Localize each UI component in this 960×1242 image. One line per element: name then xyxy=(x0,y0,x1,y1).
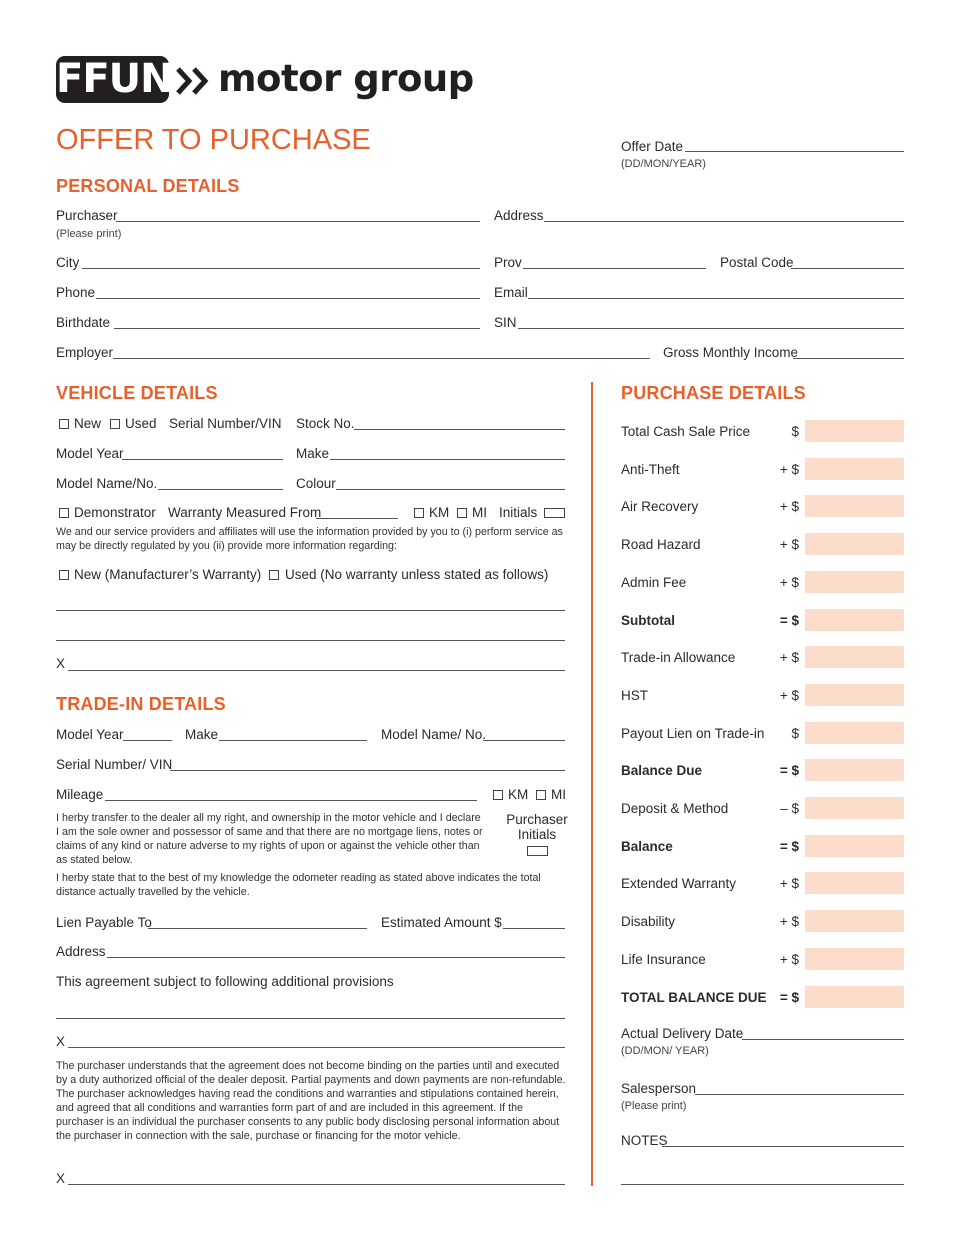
purchase-row-operator: + $ xyxy=(779,575,799,590)
final-signature-x: X xyxy=(56,1171,66,1186)
purchase-row-operator: $ xyxy=(791,424,799,439)
new-label: New xyxy=(74,416,102,431)
purchase-row-operator: $ xyxy=(791,726,799,741)
purchase-row-operator: + $ xyxy=(779,688,799,703)
trade-model-year-field[interactable] xyxy=(123,740,172,741)
final-signature-line[interactable] xyxy=(68,1184,565,1185)
vehicle-signature-x: X xyxy=(56,656,66,671)
warranty-notes-line-2[interactable] xyxy=(56,640,565,641)
purchase-row-operator: + $ xyxy=(779,499,799,514)
purchase-row-amount-field[interactable] xyxy=(805,835,904,857)
trade-km-label: KM xyxy=(508,787,529,802)
purchase-row-amount-field[interactable] xyxy=(805,986,904,1008)
initials-box[interactable] xyxy=(544,508,565,518)
double-chevron-icon xyxy=(176,66,216,96)
city-field[interactable] xyxy=(82,268,480,269)
purchase-row-amount-field[interactable] xyxy=(805,684,904,706)
trade-make-label: Make xyxy=(185,727,219,742)
purchase-row-operator: = $ xyxy=(779,763,799,778)
purchase-row-amount-field[interactable] xyxy=(805,533,904,555)
trade-serial-field[interactable] xyxy=(170,770,565,771)
purchase-row-label: Balance Due xyxy=(621,763,703,778)
purchase-row-operator: + $ xyxy=(779,914,799,929)
mileage-label: Mileage xyxy=(56,787,104,802)
personal-details-heading: PERSONAL DETAILS xyxy=(56,176,240,196)
purchase-row-label: Payout Lien on Trade-in xyxy=(621,726,765,741)
trade-model-name-label: Model Name/ No. xyxy=(381,727,487,742)
purchase-row-operator: + $ xyxy=(779,952,799,967)
purchase-row-amount-field[interactable] xyxy=(805,759,904,781)
delivery-date-hint: (DD/MON/ YEAR) xyxy=(621,1045,709,1057)
purchase-row-label: Total Cash Sale Price xyxy=(621,424,751,439)
sin-field[interactable] xyxy=(518,328,904,329)
birthdate-field[interactable] xyxy=(114,328,480,329)
purchase-row-label: Subtotal xyxy=(621,613,675,628)
additional-provisions-label: This agreement subject to following additional provisions xyxy=(56,974,394,989)
mileage-field[interactable] xyxy=(105,800,477,801)
purchase-row-label: Anti-Theft xyxy=(621,462,680,477)
warranty-from-field[interactable] xyxy=(316,518,398,519)
trade-address-label: Address xyxy=(56,944,106,959)
odometer-statement-text: I herby state that to the best of my knowledge the odometer reading as stated above indicates the total distance actually travelled by the vehicle. xyxy=(56,872,541,898)
vehicle-details-heading: VEHICLE DETAILS xyxy=(56,383,218,403)
used-warranty-checkbox[interactable] xyxy=(269,570,279,580)
logo-text: motor group xyxy=(218,57,474,100)
model-year-label: Model Year xyxy=(56,446,124,461)
mi-checkbox[interactable] xyxy=(457,508,467,518)
provisions-signature-line[interactable] xyxy=(68,1047,565,1048)
purchaser-initials-label: Purchaser Initials xyxy=(506,812,568,842)
purchase-row-label: Trade-in Allowance xyxy=(621,650,736,665)
model-year-field[interactable] xyxy=(122,459,283,460)
purchaser-hint: (Please print) xyxy=(56,228,122,240)
purchase-row-label: Life Insurance xyxy=(621,952,706,967)
used-label: Used xyxy=(125,416,157,431)
trade-km-checkbox[interactable] xyxy=(493,790,503,800)
vehicle-signature-line[interactable] xyxy=(68,670,565,671)
purchase-row-operator: + $ xyxy=(779,876,799,891)
offer-date-label: Offer Date xyxy=(621,139,684,154)
agreement-legal-text: The purchaser understands that the agreement does not become binding on the parties until and executed by a duty authorized official of the dealer deposit. Partial payments and down payments are non-refundable. The purchaser acknowledges having read the conditions and warranties and stipulations contained herein, and agreed that all conditions and warranties form part of and are included in this agreement. If the purchaser is an individual the purchaser consents to any public body disclosing personal information about the purchaser in connection with the sale, purchase or financing for the motor vehicle. xyxy=(56,1060,566,1142)
purchase-row-amount-field[interactable] xyxy=(805,646,904,668)
column-divider xyxy=(591,382,593,1186)
purchase-row-amount-field[interactable] xyxy=(805,722,904,744)
postal-code-label: Postal Code xyxy=(720,255,794,270)
colour-label: Colour xyxy=(296,476,336,491)
purchase-row-amount-field[interactable] xyxy=(805,420,904,442)
purchaser-field[interactable] xyxy=(116,221,480,222)
purchase-row-operator: – $ xyxy=(780,801,799,816)
prov-field[interactable] xyxy=(523,268,706,269)
trade-address-field[interactable] xyxy=(107,957,565,958)
phone-label: Phone xyxy=(56,285,96,300)
purchase-row-operator: + $ xyxy=(779,650,799,665)
make-label: Make xyxy=(296,446,330,461)
demonstrator-checkbox[interactable] xyxy=(59,508,69,518)
purchase-row-label: Admin Fee xyxy=(621,575,687,590)
used-warranty-label: Used (No warranty unless stated as follows) xyxy=(285,567,549,582)
demonstrator-label: Demonstrator xyxy=(74,505,156,520)
purchase-row-label: HST xyxy=(621,688,648,703)
postal-code-field[interactable] xyxy=(791,268,904,269)
purchase-row-amount-field[interactable] xyxy=(805,797,904,819)
used-checkbox[interactable] xyxy=(110,419,120,429)
stock-no-label: Stock No. xyxy=(296,416,355,431)
purchase-row-amount-field[interactable] xyxy=(805,458,904,480)
initials-label: Initials xyxy=(499,505,538,520)
service-notice-text: We and our service providers and affiliates will use the information provided by you to (i) perform service as may be directly regulated by you (ii) provide more information regarding: xyxy=(56,526,563,552)
purchase-row-label: Disability xyxy=(621,914,676,929)
warranty-notes-line-1[interactable] xyxy=(56,610,565,611)
serial-vin-label: Serial Number/VIN xyxy=(169,416,282,431)
notes-label: NOTES xyxy=(621,1133,668,1148)
make-field[interactable] xyxy=(330,459,565,460)
model-name-field[interactable] xyxy=(158,489,283,490)
sin-label: SIN xyxy=(494,315,517,330)
colour-field[interactable] xyxy=(336,489,565,490)
warranty-from-label: Warranty Measured From xyxy=(168,505,322,520)
purchase-row-label: Deposit & Method xyxy=(621,801,729,816)
notes-field-line-1[interactable] xyxy=(662,1146,904,1147)
delivery-date-field[interactable] xyxy=(742,1039,904,1040)
purchase-row-amount-field[interactable] xyxy=(805,495,904,517)
gross-income-label: Gross Monthly Income xyxy=(663,345,799,360)
purchase-row-amount-field[interactable] xyxy=(805,910,904,932)
offer-date-hint: (DD/MON/YEAR) xyxy=(621,158,706,170)
city-label: City xyxy=(56,255,80,270)
purchase-row-amount-field[interactable] xyxy=(805,872,904,894)
page-title: OFFER TO PURCHASE xyxy=(56,124,371,156)
salesperson-field[interactable] xyxy=(695,1094,904,1095)
trade-serial-label: Serial Number/ VIN xyxy=(56,757,173,772)
purchase-row-label: Balance xyxy=(621,839,673,854)
offer-date-field[interactable] xyxy=(685,151,904,152)
prov-label: Prov xyxy=(494,255,522,270)
phone-field[interactable] xyxy=(96,298,480,299)
mi-label: MI xyxy=(472,505,487,520)
km-checkbox[interactable] xyxy=(414,508,424,518)
ownership-transfer-text: I herby transfer to the dealer all my right, and ownership in the motor vehicle and I declare I am the sole owner and possessor of same and that there are no mortgage liens, notes or claims of any kind or nature adverse to my rights of upon or against the vehicle other than as stated below. xyxy=(56,812,483,866)
purchase-row-label: Road Hazard xyxy=(621,537,701,552)
new-checkbox[interactable] xyxy=(59,419,69,429)
address-field[interactable] xyxy=(544,221,904,222)
email-label: Email xyxy=(494,285,528,300)
provisions-signature-x: X xyxy=(56,1034,66,1049)
salesperson-label: Salesperson xyxy=(621,1081,697,1096)
purchaser-initials-box[interactable] xyxy=(527,846,548,856)
model-name-label: Model Name/No. xyxy=(56,476,158,491)
birthdate-label: Birthdate xyxy=(56,315,111,330)
email-field[interactable] xyxy=(528,298,904,299)
purchase-row-operator: + $ xyxy=(779,462,799,477)
trade-mi-checkbox[interactable] xyxy=(536,790,546,800)
purchase-row-operator: = $ xyxy=(779,839,799,854)
lien-payable-field[interactable] xyxy=(148,928,367,929)
purchase-row-label: TOTAL BALANCE DUE xyxy=(621,990,767,1005)
estimated-amount-field[interactable] xyxy=(503,928,565,929)
purchase-row-operator: = $ xyxy=(779,613,799,628)
purchase-row-label: Air Recovery xyxy=(621,499,699,514)
km-label: KM xyxy=(429,505,450,520)
estimated-amount-label: Estimated Amount $ xyxy=(381,915,502,930)
employer-field[interactable] xyxy=(113,358,650,359)
gross-income-field[interactable] xyxy=(793,358,904,359)
trade-mi-label: MI xyxy=(551,787,566,802)
logo-mark: FFUN xyxy=(56,56,173,102)
new-warranty-label: New (Manufacturer’s Warranty) xyxy=(74,567,262,582)
trade-model-name-field[interactable] xyxy=(483,740,565,741)
purchase-row-operator: + $ xyxy=(779,537,799,552)
purchase-row-label: Extended Warranty xyxy=(621,876,737,891)
trade-model-year-label: Model Year xyxy=(56,727,124,742)
purchase-row-amount-field[interactable] xyxy=(805,571,904,593)
trade-in-details-heading: TRADE-IN DETAILS xyxy=(56,694,226,714)
delivery-date-label: Actual Delivery Date xyxy=(621,1026,744,1041)
purchase-row-operator: = $ xyxy=(779,990,799,1005)
lien-payable-label: Lien Payable To xyxy=(56,915,152,930)
notes-field-line-2[interactable] xyxy=(621,1184,904,1185)
purchase-row-amount-field[interactable] xyxy=(805,948,904,970)
purchaser-label: Purchaser xyxy=(56,208,118,223)
provisions-line[interactable] xyxy=(56,1018,565,1019)
purchase-details-heading: PURCHASE DETAILS xyxy=(621,383,806,403)
salesperson-hint: (Please print) xyxy=(621,1100,687,1112)
trade-make-field[interactable] xyxy=(219,740,367,741)
new-warranty-checkbox[interactable] xyxy=(59,570,69,580)
purchase-row-amount-field[interactable] xyxy=(805,609,904,631)
address-label: Address xyxy=(494,208,544,223)
employer-label: Employer xyxy=(56,345,114,360)
stock-no-field[interactable] xyxy=(354,429,565,430)
